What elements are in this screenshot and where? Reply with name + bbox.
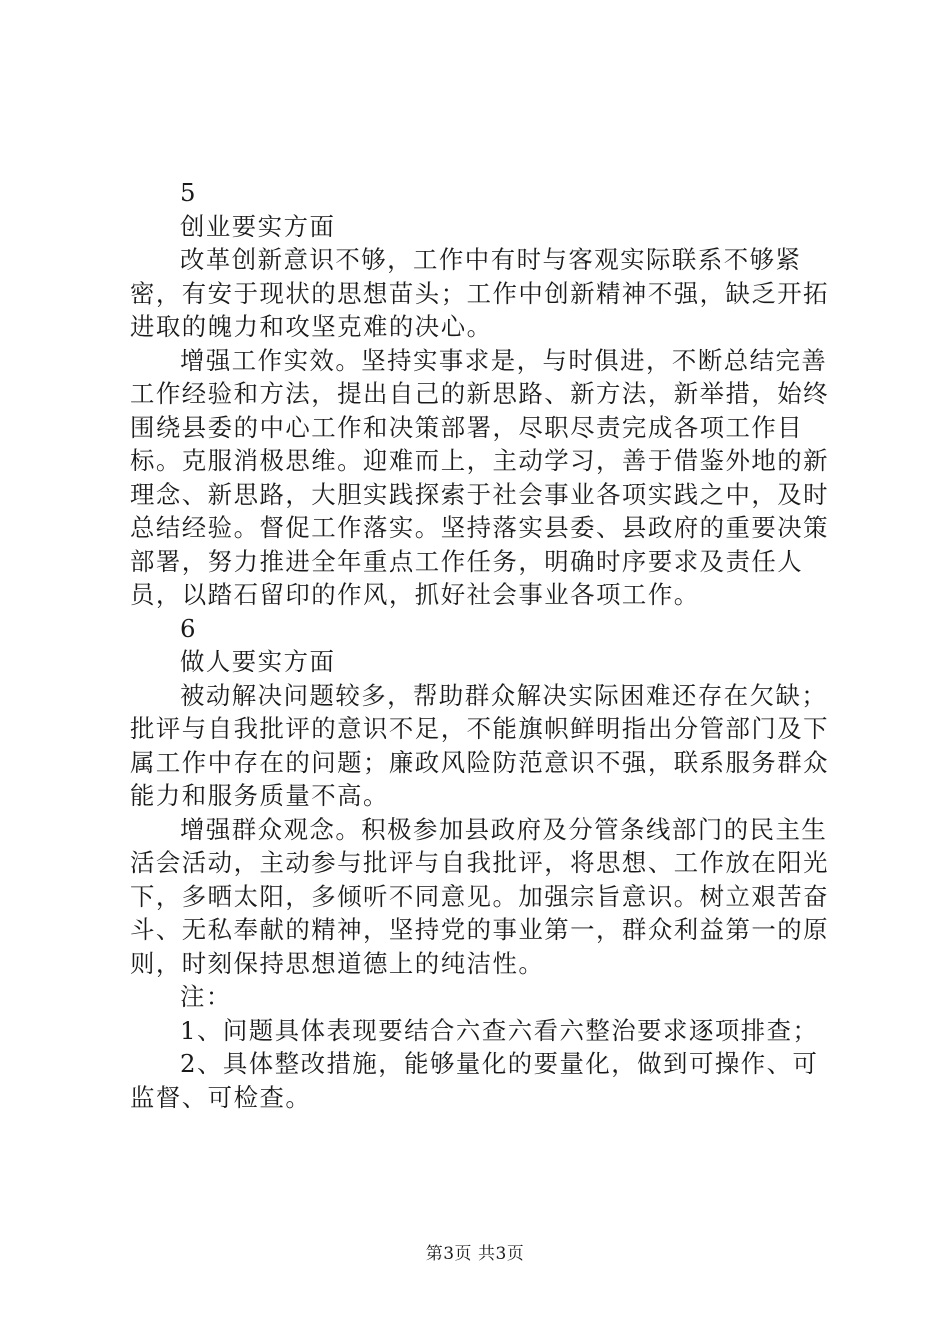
measure-paragraph: 增强工作实效。坚持实事求是，与时俱进，不断总结完善工作经验和方法，提出自己的新思路、新方法，新举措，始终围绕县委的中心工作和决策部署，尽职尽责完成各项工作目标。克服消极思维。迎难而上，主动学习，善于借鉴外地的新理念、新思路，大胆实践探索于社会事业各项实践之中，及时总结经验。督促工作落实。坚持落实县委、县政府的重要决策部署，努力推进全年重点工作任务，明确时序要求及责任人员，以踏石留印的作风，抓好社会事业各项工作。 [130,345,830,609]
note-label: 注： [180,982,232,1011]
problem-paragraph: 改革创新意识不够，工作中有时与客观实际联系不够紧密，有安于现状的思想苗头；工作中创新精神不强，缺乏开拓进取的魄力和攻坚克难的决心。 [130,245,830,341]
measure-paragraph: 增强群众观念。积极参加县政府及分管条线部门的民主生活会活动，主动参与批评与自我批评，将思想、工作放在阳光下，多晒太阳，多倾听不同意见。加强宗旨意识。树立艰苦奋斗、无私奉献的精神，坚持党的事业第一，群众利益第一的原则，时刻保持思想道德上的纯洁性。 [130,814,830,978]
document-body [130,176,830,1114]
section-heading: 做人要实方面 [180,647,336,676]
section-number: 5 [180,178,198,207]
section-heading: 创业要实方面 [180,211,336,241]
note-item: 1、问题具体表现要结合六查六看六整治要求逐项排查； [180,1015,819,1045]
problem-paragraph: 被动解决问题较多，帮助群众解决实际困难还存在欠缺；批评与自我批评的意识不足，不能旗帜鲜明指出分管部门及下属工作中存在的问题；廉政风险防范意识不强，联系服务群众能力和服务质量不高。 [130,680,830,810]
section-number: 6 [180,613,198,643]
note-item: 2、具体整改措施，能够量化的要量化，做到可操作、可监督、可检查。 [130,1049,819,1112]
page-footer: 第3页 共3页 [425,1244,525,1264]
